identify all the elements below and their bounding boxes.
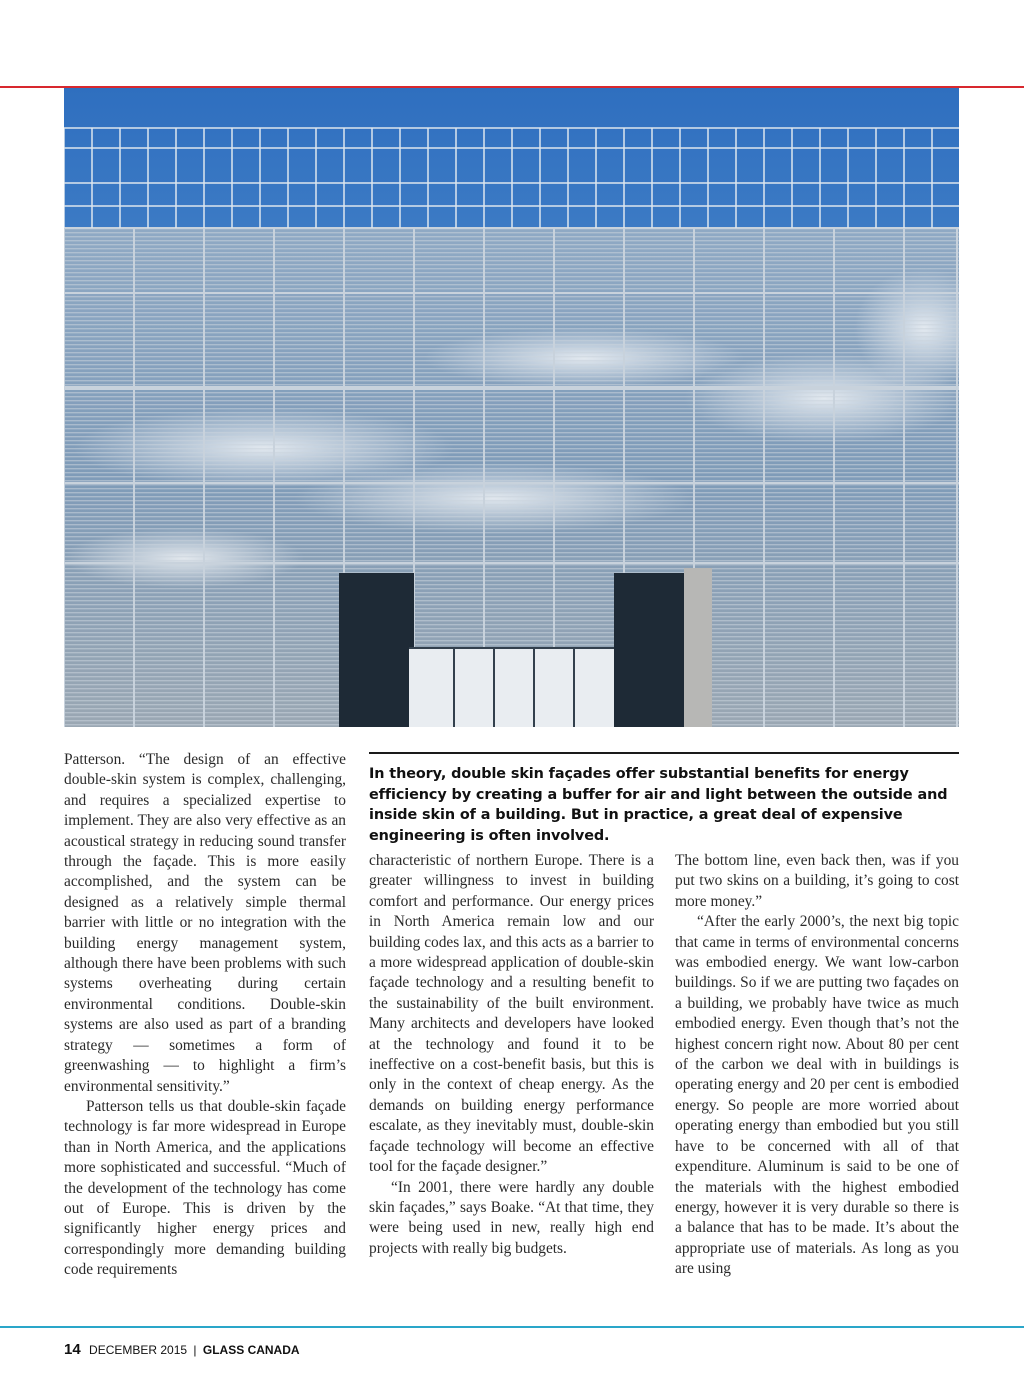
entrance-right-opening — [614, 573, 684, 727]
article-column-3 — [675, 851, 959, 1280]
issue-date: DECEMBER 2015 — [89, 1343, 188, 1357]
pullquote-rule — [369, 752, 959, 754]
column — [684, 568, 712, 727]
paragraph: Patterson. “The design of an effective double-skin system is complex, challenging, and requires a specialized expertise to implement. They are also very effective as an acoustical strategy in reducing sound transfer through the façade. This is more easily accomplished, and the system can be designed as a relatively simple thermal barrier with little or no integration with the building energy management system, although there have been problems with such systems overheating during certain environmental conditions. Double-skin systems are also used as part of a branding strategy — sometimes a form of greenwashing — to highlight a firm’s environmental sensitivity.” — [64, 751, 346, 1095]
paragraph: The bottom line, even back then, was if you put two skins on a building, it’s going to cost more money.” — [675, 852, 959, 910]
pullquote: In theory, double skin façades offer substantial benefits for energy efficiency by creating a buffer for air and light between the outside and inside skin of a building. But in practice, a great deal of expensive engineering is often involved. — [369, 766, 948, 844]
building-facade-photo — [64, 88, 959, 727]
article-column-2 — [369, 851, 654, 1259]
entrance-doors — [409, 648, 614, 727]
bottom-blue-rule — [0, 1326, 1024, 1328]
paragraph: “In 2001, there were hardly any double skin façades,” says Boake. “At that time, they were being used in new, really high end projects with really big budgets. — [369, 1178, 654, 1257]
page-number: 14 — [64, 1341, 81, 1358]
paragraph: characteristic of northern Europe. There is a greater willingness to invest in building comfort and performance. Our energy prices in North America remain low and our building codes lax, and this acts as a barrier to a more widespread application of double-skin façade technology and a resulting benefit to the sustainability of the built environment. Many architects and developers have looked at the technology and found it to be ineffective on a cost-benefit basis, but this is only in the context of cheap energy. As the demands on building energy performance escalate, as they inevitably must, double-skin façade technology will become an effective tool for the façade designer.” — [369, 852, 654, 1176]
paragraph: Patterson tells us that double-skin façade technology is far more widespread in Europe than in North America, and the applications more sophisticated and successful. “Much of the development of the technology has come out of Europe. This is driven by the significantly higher energy prices and correspondingly more demanding building code requirements — [64, 1097, 346, 1279]
facade-illustration — [64, 88, 959, 727]
publication-name: GLASS CANADA — [202, 1343, 300, 1357]
page-footer — [64, 1341, 300, 1358]
paragraph: “After the early 2000’s, the next big topic that came in terms of environmental concerns was embodied energy. We want low-carbon buildings. So if we are putting two façades on a building, we probably have twice as much embodied energy. Even though that’s not the highest concern right now. About 80 per cent of the carbon we deal with in buildings is operating energy and 20 per cent is embodied energy. So people are more worried about operating energy than embodied but you still have to be concerned with all of that expenditure. Aluminum is said to be one of the materials with the highest embodied energy, however it is very durable so there is a balance that has to be made. It’s about the appropriate use of materials. As long as you are using — [675, 913, 959, 1278]
entrance-left-opening — [339, 573, 414, 727]
article-column-1 — [64, 750, 346, 1281]
footer-separator: | — [193, 1343, 197, 1357]
